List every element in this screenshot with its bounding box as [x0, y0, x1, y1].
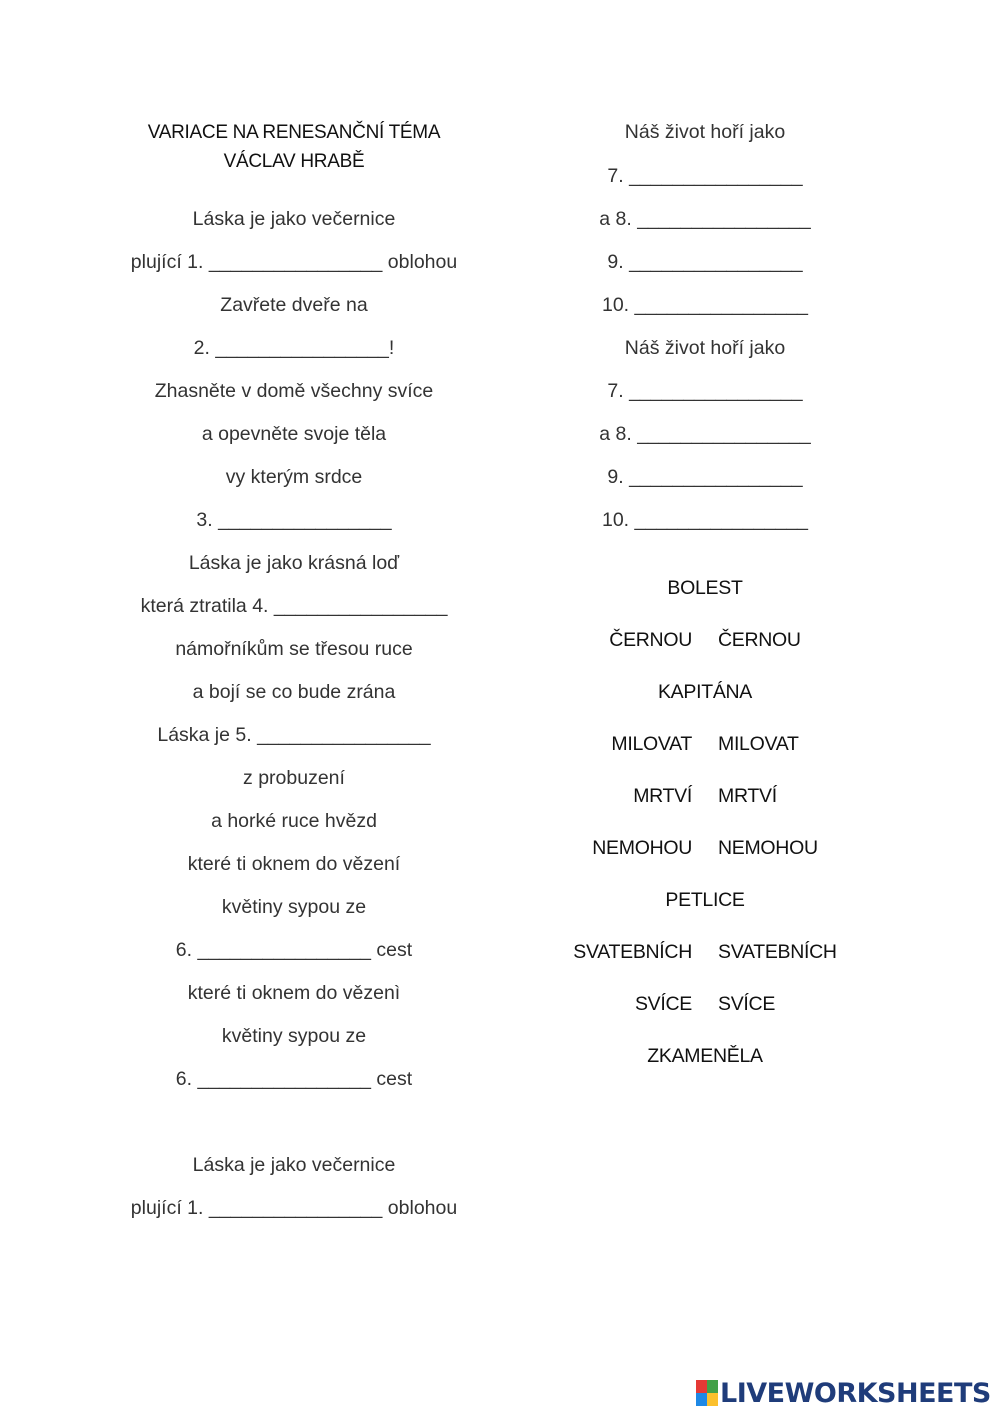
word-bank-item[interactable]: BOLEST	[667, 577, 743, 599]
answer-blank[interactable]: ________________	[637, 208, 811, 230]
left-line	[94, 1024, 494, 1048]
answer-blank[interactable]: ________________	[629, 165, 803, 187]
line-text-after: oblohou	[382, 1197, 458, 1219]
answer-blank[interactable]: ________________	[629, 251, 803, 273]
left-line	[94, 895, 494, 919]
line-text: a bojí se co bude zrána	[192, 681, 396, 703]
answer-blank[interactable]: ________________	[208, 251, 383, 273]
right-line	[560, 422, 850, 446]
left-line	[94, 379, 494, 403]
poem-title: VARIACE NA RENESANČNÍ TÉMA	[147, 122, 441, 143]
liveworksheets-logo	[696, 1378, 991, 1408]
word-bank-item[interactable]: MRTVÍ	[718, 785, 777, 807]
left-line	[94, 250, 494, 274]
line-text: 9.	[607, 251, 630, 273]
line-text: 6.	[175, 939, 198, 961]
answer-blank[interactable]: ________________	[218, 509, 392, 531]
answer-blank[interactable]: ________________	[197, 1068, 372, 1090]
left-line	[94, 551, 494, 575]
left-line	[94, 465, 494, 489]
answer-blank[interactable]: ________________	[197, 939, 372, 961]
answer-blank[interactable]: ________________	[273, 595, 448, 617]
answer-blank[interactable]: ________________	[629, 466, 803, 488]
left-line	[94, 422, 494, 446]
word-bank-item[interactable]: ČERNOU	[609, 629, 692, 651]
word-bank-item[interactable]: ČERNOU	[718, 629, 801, 651]
line-text: Láska je jako večernice	[192, 208, 396, 230]
left-line	[94, 723, 494, 747]
line-text: 6.	[175, 1068, 198, 1090]
right-line	[560, 207, 850, 231]
left-line	[94, 293, 494, 317]
line-text: námořníkům se třesou ruce	[175, 638, 413, 660]
line-text-after: oblohou	[382, 251, 458, 273]
line-text-after: cest	[371, 939, 413, 961]
line-text: květiny sypou ze	[221, 896, 367, 918]
left-line	[94, 938, 494, 962]
left-line	[94, 981, 494, 1005]
line-text: 2.	[193, 337, 216, 359]
word-bank-item[interactable]: SVATEBNÍCH	[718, 941, 837, 963]
line-text: a opevněte svoje těla	[201, 423, 387, 445]
left-line	[94, 336, 494, 360]
word-bank-item[interactable]: ZKAMENĚLA	[647, 1045, 763, 1067]
answer-blank[interactable]: ________________	[634, 294, 809, 316]
word-bank-item[interactable]: MILOVAT	[611, 733, 692, 755]
line-text: Náš život hoří jako	[624, 121, 786, 143]
word-bank-item[interactable]: KAPITÁNA	[657, 681, 753, 703]
line-text: a horké ruce hvězd	[211, 810, 377, 832]
right-line	[560, 293, 850, 317]
right-line	[560, 336, 850, 360]
line-text: Láska je jako večernice	[192, 1154, 396, 1176]
answer-blank[interactable]: ________________	[208, 1197, 383, 1219]
left-line	[94, 766, 494, 790]
line-text: které ti oknem do vězenì	[187, 982, 401, 1004]
left-line	[94, 1153, 494, 1177]
line-text: 10.	[601, 509, 635, 531]
left-line	[94, 1196, 494, 1220]
line-text: Zhasněte v domě všechny svíce	[154, 380, 434, 402]
answer-blank[interactable]: ________________	[634, 509, 809, 531]
line-text: vy kterým srdce	[225, 466, 363, 488]
right-line	[560, 250, 850, 274]
line-text: 3.	[196, 509, 219, 531]
line-text: která ztratila 4.	[140, 595, 274, 617]
line-text: které ti oknem do vězení	[187, 853, 401, 875]
word-bank-item[interactable]: SVATEBNÍCH	[573, 941, 692, 963]
line-text: Láska je 5.	[157, 724, 258, 746]
left-line	[94, 680, 494, 704]
word-bank-item[interactable]: SVÍCE	[718, 993, 776, 1015]
word-bank-item[interactable]: NEMOHOU	[592, 837, 692, 859]
left-line	[94, 637, 494, 661]
line-text-after: cest	[371, 1068, 413, 1090]
line-text: květiny sypou ze	[221, 1025, 367, 1047]
answer-blank[interactable]: ________________	[215, 337, 389, 359]
line-text: Láska je jako krásná loď	[188, 552, 400, 574]
word-bank-item[interactable]: MILOVAT	[718, 733, 799, 755]
left-line	[94, 207, 494, 231]
word-bank-item[interactable]: PETLICE	[665, 889, 745, 911]
left-line	[94, 1067, 494, 1091]
left-line	[94, 594, 494, 618]
poem-author: VÁCLAV HRABĚ	[223, 151, 365, 172]
line-text: 9.	[607, 466, 630, 488]
logo-mark-icon	[696, 1380, 718, 1406]
answer-blank[interactable]: ________________	[637, 423, 811, 445]
line-text: z probuzení	[243, 767, 345, 789]
left-line	[94, 809, 494, 833]
line-text: 7.	[607, 380, 630, 402]
left-line	[94, 852, 494, 876]
word-bank-item[interactable]: SVÍCE	[634, 993, 692, 1015]
line-text: 10.	[601, 294, 635, 316]
right-line	[560, 508, 850, 532]
line-text: 7.	[607, 165, 630, 187]
left-line	[94, 508, 494, 532]
line-text: Zavřete dveře na	[220, 294, 368, 316]
word-bank-item[interactable]: MRTVÍ	[633, 785, 692, 807]
right-line	[560, 465, 850, 489]
answer-blank[interactable]: ________________	[257, 724, 431, 746]
line-text: plující 1.	[130, 251, 209, 273]
line-text: a 8.	[599, 423, 638, 445]
right-line	[560, 164, 850, 188]
line-text: a 8.	[599, 208, 638, 230]
line-text: plující 1.	[130, 1197, 209, 1219]
word-bank-item[interactable]: NEMOHOU	[718, 837, 818, 859]
logo-text: LIVEWORKSHEETS	[720, 1377, 991, 1409]
line-text-after: !	[388, 337, 395, 359]
line-text: Náš život hoří jako	[624, 337, 786, 359]
answer-blank[interactable]: ________________	[629, 380, 803, 402]
right-line	[560, 379, 850, 403]
right-line	[560, 120, 850, 144]
